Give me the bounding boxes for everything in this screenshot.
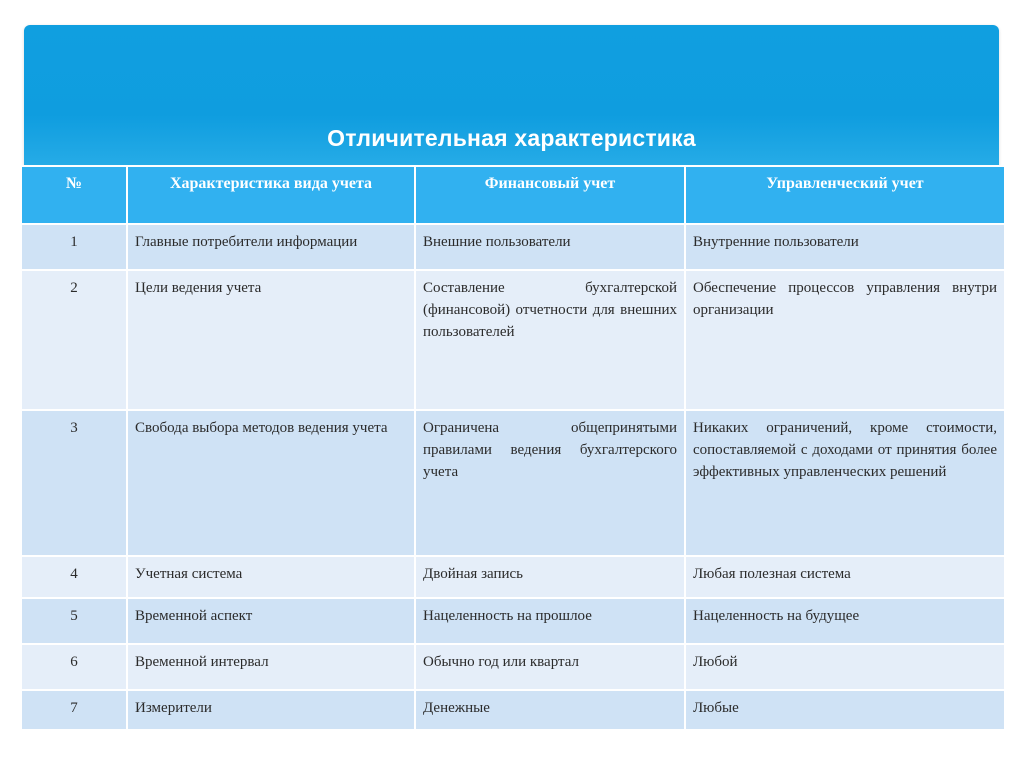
row-financial: Обычно год или квартал — [415, 644, 685, 690]
row-managerial: Обеспечение процессов управления внутри организации — [685, 270, 1005, 410]
row-financial: Внешние пользователи — [415, 224, 685, 270]
comparison-table-container — [20, 165, 1004, 731]
row-managerial: Любые — [685, 690, 1005, 730]
header-characteristic: Характеристика вида учета — [127, 166, 415, 224]
table-row — [21, 690, 1005, 730]
row-number: 5 — [21, 598, 127, 644]
row-characteristic: Измерители — [127, 690, 415, 730]
slide-title: Отличительная характеристика — [327, 125, 696, 151]
table-row — [21, 224, 1005, 270]
header-financial: Финансовый учет — [415, 166, 685, 224]
row-financial: Двойная запись — [415, 556, 685, 598]
row-characteristic: Цели ведения учета — [127, 270, 415, 410]
row-number: 4 — [21, 556, 127, 598]
row-managerial: Нацеленность на будущее — [685, 598, 1005, 644]
header-number: № — [21, 166, 127, 224]
row-number: 1 — [21, 224, 127, 270]
row-number: 2 — [21, 270, 127, 410]
table-row — [21, 410, 1005, 556]
row-characteristic: Свобода выбора методов ведения учета — [127, 410, 415, 556]
row-number: 7 — [21, 690, 127, 730]
row-characteristic: Временной интервал — [127, 644, 415, 690]
comparison-table — [20, 165, 1006, 731]
row-characteristic: Учетная система — [127, 556, 415, 598]
table-row — [21, 644, 1005, 690]
row-financial: Ограничена общепринятыми правилами ведения бухгалтерского учета — [415, 410, 685, 556]
table-header-row — [21, 166, 1005, 224]
row-financial: Составление бухгалтерской (финансовой) отчетности для внешних пользователей — [415, 270, 685, 410]
row-managerial: Любой — [685, 644, 1005, 690]
table-row — [21, 598, 1005, 644]
row-managerial: Никаких ограничений, кроме стоимости, сопоставляемой с доходами от принятия более эффективных управленческих решений — [685, 410, 1005, 556]
table-row — [21, 556, 1005, 598]
row-financial: Денежные — [415, 690, 685, 730]
row-characteristic: Временной аспект — [127, 598, 415, 644]
row-managerial: Любая полезная система — [685, 556, 1005, 598]
row-financial: Нацеленность на прошлое — [415, 598, 685, 644]
row-managerial: Внутренние пользователи — [685, 224, 1005, 270]
title-banner — [24, 25, 999, 175]
row-number: 6 — [21, 644, 127, 690]
row-number: 3 — [21, 410, 127, 556]
header-managerial: Управленческий учет — [685, 166, 1005, 224]
row-characteristic: Главные потребители информации — [127, 224, 415, 270]
table-row — [21, 270, 1005, 410]
